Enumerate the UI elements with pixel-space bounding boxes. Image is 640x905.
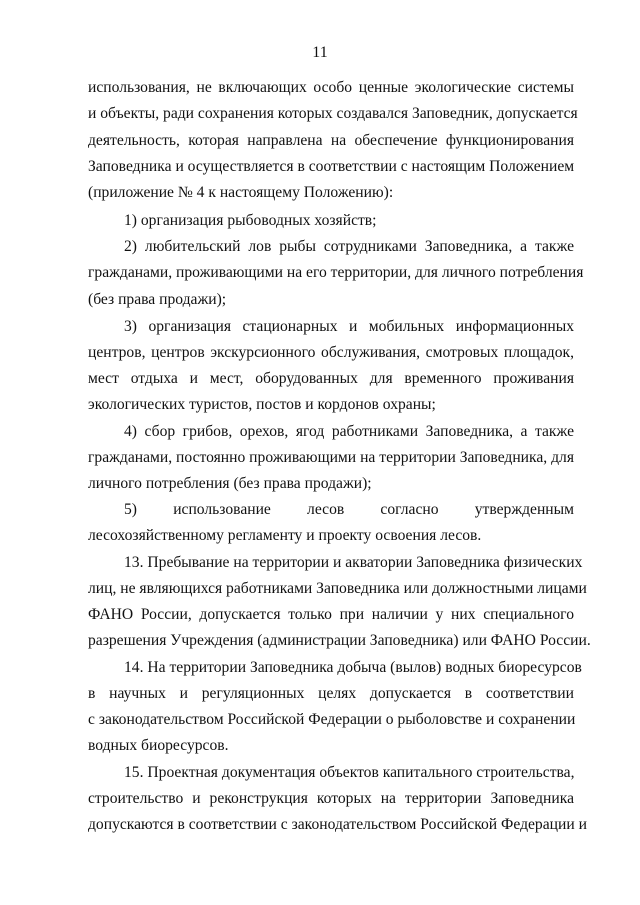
text-line: и объекты, ради сохранения которых создавался Заповедник, допускается: [88, 105, 578, 122]
list-item: 1) организация рыбоводных хозяйств;: [124, 212, 377, 229]
text-line: лиц, не являющихся работниками Заповедника или должностными лицами: [88, 580, 587, 597]
text-line: гражданами, постоянно проживающими на территории Заповедника, для: [88, 449, 574, 466]
text-line: экологических туристов, постов и кордонов охраны;: [88, 396, 436, 413]
text-line: Заповедника и осуществляется в соответствии с настоящим Положением: [88, 158, 575, 175]
text-line: водных биоресурсов.: [88, 737, 229, 754]
list-item: 2) любительский лов рыбы сотрудниками Заповедника, а также: [124, 238, 574, 255]
text-line: разрешения Учреждения (администрации Заповедника) или ФАНО России.: [88, 632, 591, 649]
text-line: ФАНО России, допускается только при наличии у них специального: [88, 606, 574, 623]
text-line: использования, не включающих особо ценные экологические системы: [88, 79, 574, 96]
paragraph-14-start: 14. На территории Заповедника добыча (вылов) водных биоресурсов: [124, 659, 582, 676]
text-line: в научных и регуляционных целях допускается в соответствии: [88, 685, 574, 702]
paragraph-15-start: 15. Проектная документация объектов капитального строительства,: [124, 764, 575, 781]
page-number: 11: [312, 44, 328, 61]
text-line: личного потребления (без права продажи);: [88, 475, 372, 492]
text-line: с законодательством Российской Федерации о рыболовстве и сохранении: [88, 711, 576, 728]
text-line: лесохозяйственному регламенту и проекту освоения лесов.: [88, 527, 482, 544]
paragraph-13-start: 13. Пребывание на территории и акватории Заповедника физических: [124, 554, 583, 571]
list-item: 3) организация стационарных и мобильных информационных: [124, 318, 574, 335]
text-line: мест отдыха и мест, оборудованных для временного проживания: [88, 370, 574, 387]
text-line: (приложение № 4 к настоящему Положению):: [88, 184, 394, 201]
text-line: гражданами, проживающими на его территории, для личного потребления: [88, 264, 584, 281]
text-line: деятельность, которая направлена на обеспечение функционирования: [88, 132, 574, 149]
list-item: 4) сбор грибов, орехов, ягод работниками Заповедника, а также: [124, 423, 574, 440]
text-line: (без права продажи);: [88, 291, 227, 308]
text-line: центров, центров экскурсионного обслуживания, смотровых площадок,: [88, 344, 574, 361]
text-line: строительство и реконструкция которых на территории Заповедника: [88, 790, 574, 807]
text-line: допускаются в соответствии с законодательством Российской Федерации и: [88, 816, 587, 833]
list-item: 5) использование лесов согласно утвержденным: [124, 501, 574, 518]
